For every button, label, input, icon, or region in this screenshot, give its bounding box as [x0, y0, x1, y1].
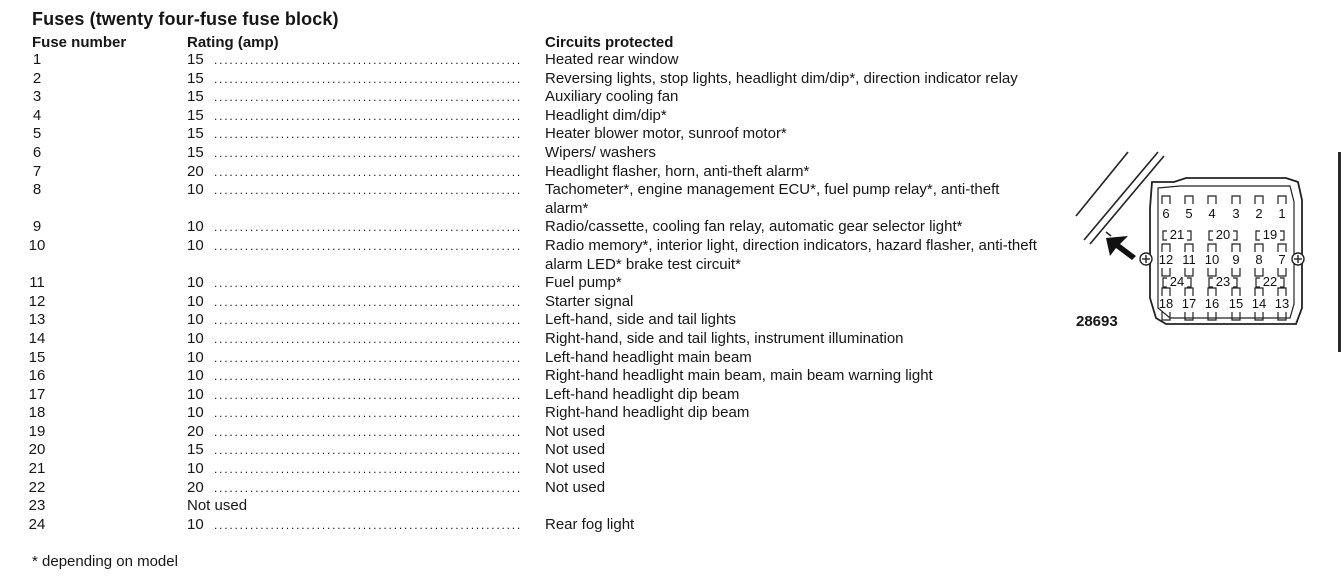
table-row	[0, 181, 1060, 218]
fuse-position-label: 15	[1228, 296, 1244, 311]
header-circuits: Circuits protected	[545, 34, 674, 51]
page-title: Fuses (twenty four-fuse fuse block)	[32, 9, 339, 29]
dot-leader: ............................................................	[214, 127, 523, 142]
dot-leader: ............................................................	[214, 369, 523, 384]
dot-leader: ............................................................	[214, 108, 523, 123]
fuse-number: 16	[28, 367, 46, 385]
fuse-circuits: Fuel pump*	[545, 274, 622, 292]
fuse-circuits: Not used	[545, 478, 606, 496]
fuse-circuits: Wipers/ washers	[545, 143, 656, 161]
fuse-position-label: 21	[1169, 227, 1185, 242]
fuse-position-label: 12	[1158, 252, 1174, 267]
fuse-circuits: Radio memory*, interior light, direction indicators, hazard flasher, anti-theft alarm LED* brake test circuit*	[545, 236, 1037, 273]
dot-leader: ............................................................	[214, 276, 523, 291]
table-row	[0, 386, 1060, 405]
fuse-rating: 15	[187, 125, 204, 143]
fuse-rating: 15	[187, 441, 204, 459]
fuse-rating: 10	[187, 348, 204, 366]
table-row	[0, 163, 1060, 182]
fuse-number: 6	[32, 143, 42, 161]
header-fuse-number: Fuse number	[32, 34, 127, 51]
fuse-position-label: 1	[1278, 206, 1286, 221]
fuse-number: 19	[28, 422, 46, 440]
fuse-rating: 10	[187, 329, 204, 347]
fuse-number: 12	[28, 292, 46, 310]
table-row	[0, 88, 1060, 107]
dot-leader: ............................................................	[214, 164, 523, 179]
table-row	[0, 441, 1060, 460]
dot-leader: ............................................................	[214, 480, 523, 495]
fuse-circuits	[545, 497, 1040, 516]
dot-leader: ............................................................	[214, 331, 523, 346]
table-row	[0, 293, 1060, 312]
table-row	[0, 423, 1060, 442]
fuse-number: 13	[28, 311, 46, 329]
fuse-number: 20	[28, 441, 46, 459]
fuse-number: 22	[28, 478, 46, 496]
fuse-position-label: 24	[1169, 274, 1185, 289]
fuse-position-label: 11	[1182, 252, 1196, 267]
table-row	[0, 330, 1060, 349]
fuse-circuits: Tachometer*, engine management ECU*, fuel pump relay*, anti-theft alarm*	[545, 181, 1000, 217]
fuse-circuits: Left-hand, side and tail lights	[545, 311, 736, 329]
fuse-position-label: 19	[1262, 227, 1278, 242]
fuse-position-label: 3	[1232, 206, 1240, 221]
dot-leader: ............................................................	[214, 424, 523, 439]
fuse-position-label: 7	[1278, 252, 1286, 267]
fuse-number: 15	[28, 348, 46, 366]
fuse-position-label: 14	[1251, 296, 1267, 311]
table-row	[0, 70, 1060, 89]
fuse-circuits: Not used	[545, 460, 606, 478]
footnote: * depending on model	[32, 553, 178, 570]
fuse-circuits: Not used	[545, 422, 606, 440]
fuse-position-label: 5	[1185, 206, 1193, 221]
fuse-position-label: 9	[1232, 252, 1240, 267]
fuse-rating: 10	[187, 515, 204, 533]
fuse-circuits: Right-hand, side and tail lights, instrument illumination	[545, 329, 904, 347]
fuse-rating: 20	[187, 422, 204, 440]
fuse-table	[0, 51, 1060, 534]
table-row	[0, 479, 1060, 498]
fuse-rating: 10	[187, 274, 204, 292]
fuse-circuits: Heater blower motor, sunroof motor*	[545, 125, 787, 143]
dot-leader: ............................................................	[214, 313, 523, 328]
fuse-rating: Not used	[187, 497, 248, 515]
fuse-position-label: 13	[1274, 296, 1290, 311]
fuse-rating: 10	[187, 292, 204, 310]
fuse-circuits: Right-hand headlight dip beam	[545, 404, 750, 422]
fuse-circuits: Left-hand headlight dip beam	[545, 385, 740, 403]
fuse-number: 7	[32, 162, 42, 180]
table-row	[0, 218, 1060, 237]
table-row	[0, 51, 1060, 70]
fuse-rating: 10	[187, 311, 204, 329]
table-row	[0, 107, 1060, 126]
dot-leader: ............................................................	[214, 350, 523, 365]
fuse-position-label: 22	[1262, 274, 1278, 289]
dot-leader: ............................................................	[214, 183, 523, 198]
fuse-circuits: Rear fog light	[545, 515, 635, 533]
fuse-rating: 10	[187, 460, 204, 478]
fuse-rating: 15	[187, 88, 204, 106]
fuse-rating: 15	[187, 106, 204, 124]
table-row	[0, 516, 1060, 535]
fuse-number: 8	[32, 181, 42, 199]
fuse-circuits: Reversing lights, stop lights, headlight dim/dip*, direction indicator relay	[545, 69, 1018, 87]
fuse-number: 21	[28, 460, 46, 478]
fuse-circuits: Headlight dim/dip*	[545, 106, 667, 124]
fuse-position-label: 8	[1255, 252, 1263, 267]
fuse-number: 4	[32, 106, 42, 124]
fuse-number: 3	[32, 88, 42, 106]
fuse-circuits: Radio/cassette, cooling fan relay, automatic gear selector light*	[545, 218, 963, 236]
table-row	[0, 311, 1060, 330]
table-row	[0, 497, 1060, 516]
fuse-rating: 10	[187, 404, 204, 422]
fuse-circuits: Headlight flasher, horn, anti-theft alarm*	[545, 162, 810, 180]
fuse-number: 14	[28, 329, 46, 347]
fuse-rating: 20	[187, 478, 204, 496]
fuse-number: 18	[28, 404, 46, 422]
dot-leader: ............................................................	[214, 443, 523, 458]
dot-leader: ............................................................	[214, 53, 523, 67]
table-row	[0, 404, 1060, 423]
fuse-position-label: 23	[1215, 274, 1231, 289]
fuse-position-label: 17	[1181, 296, 1197, 311]
fuse-circuits: Heated rear window	[545, 51, 679, 68]
dot-leader: ............................................................	[214, 294, 523, 309]
dot-leader: ............................................................	[214, 71, 523, 86]
fuse-position-label: 6	[1162, 206, 1170, 221]
fuse-number: 1	[32, 51, 42, 68]
dot-leader: ............................................................	[214, 90, 523, 105]
fuse-position-label: 20	[1215, 227, 1231, 242]
fuse-rating: 15	[187, 143, 204, 161]
fuse-circuits: Auxiliary cooling fan	[545, 88, 679, 106]
dot-leader: ............................................................	[214, 238, 523, 253]
fuse-rating: 10	[187, 385, 204, 403]
dot-leader: ............................................................	[214, 517, 523, 532]
table-row	[0, 460, 1060, 479]
fuse-position-label: 4	[1208, 206, 1216, 221]
table-row	[0, 349, 1060, 368]
fuse-number: 2	[32, 69, 42, 87]
dot-leader: ............................................................	[214, 406, 523, 421]
diagram-reference-number: 28693	[1076, 313, 1118, 330]
fuse-rating: 20	[187, 162, 204, 180]
fuse-rating: 10	[187, 367, 204, 385]
fuse-number: 24	[28, 515, 46, 533]
fuse-rating: 10	[187, 218, 204, 236]
fuse-rating: 15	[187, 51, 204, 68]
table-row	[0, 274, 1060, 293]
fuse-position-label: 18	[1158, 296, 1174, 311]
dot-leader: ............................................................	[214, 220, 523, 235]
table-row	[0, 144, 1060, 163]
fuse-position-label: 10	[1204, 252, 1220, 267]
dot-leader: ............................................................	[214, 387, 523, 402]
fuse-circuits: Not used	[545, 441, 606, 459]
fuse-rating: 10	[187, 236, 204, 254]
fuse-number: 10	[28, 236, 46, 254]
dot-leader: ............................................................	[214, 145, 523, 160]
page-edge-bar	[1338, 152, 1341, 352]
fuse-circuits: Left-hand headlight main beam	[545, 348, 752, 366]
pointer-arrow-icon	[1106, 236, 1136, 260]
table-row	[0, 367, 1060, 386]
fuse-number: 5	[32, 125, 42, 143]
fuse-rating: 15	[187, 69, 204, 87]
fuse-circuits: Right-hand headlight main beam, main beam warning light	[545, 367, 933, 385]
fuse-number: 11	[29, 274, 45, 292]
fuse-number: 9	[32, 218, 42, 236]
table-row	[0, 237, 1060, 274]
fuse-position-label: 2	[1255, 206, 1263, 221]
fuse-circuits: Starter signal	[545, 292, 634, 310]
fuse-rating: 10	[187, 181, 204, 199]
header-rating: Rating (amp)	[187, 34, 279, 51]
dot-leader: ............................................................	[214, 462, 523, 477]
fuse-position-label: 16	[1204, 296, 1220, 311]
fuse-number: 17	[28, 385, 46, 403]
fuse-number: 23	[28, 497, 46, 515]
table-row	[0, 125, 1060, 144]
